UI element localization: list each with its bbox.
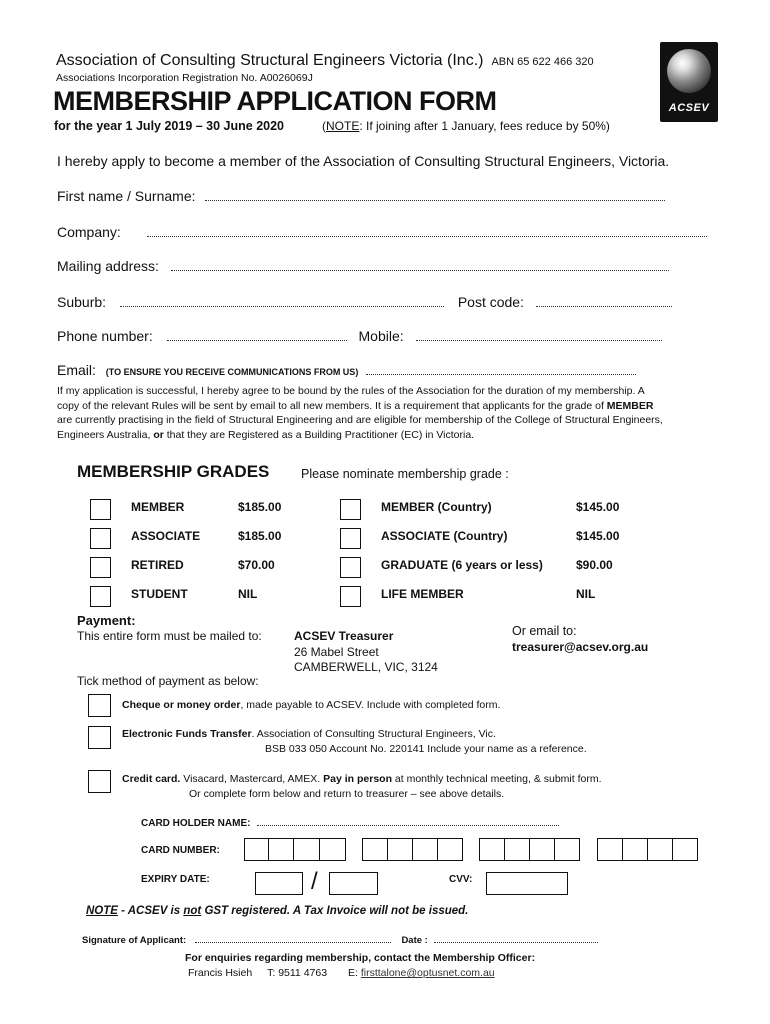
- grade-label-life-member: LIFE MEMBER: [381, 587, 464, 601]
- address-street: 26 Mabel Street: [294, 644, 379, 659]
- cc-text-1: Visacard, Mastercard, AMEX.: [180, 773, 324, 785]
- postcode-input-line[interactable]: [536, 294, 672, 307]
- address-name: ACSEV Treasurer: [294, 629, 394, 643]
- grade-checkbox-student[interactable]: [90, 586, 111, 607]
- grade-checkbox-member-country[interactable]: [340, 499, 361, 520]
- grade-price-member: $185.00: [238, 500, 282, 514]
- gst-note: [86, 905, 468, 917]
- cc-line-2: Or complete form below and return to treasurer – see above details.: [189, 788, 505, 800]
- eft-bank-details: BSB 033 050 Account No. 220141 Include your name as a reference.: [265, 743, 587, 755]
- payment-checkbox-eft[interactable]: [88, 726, 111, 749]
- fee-note-text: : If joining after 1 January, fees reduce by 50%): [359, 119, 610, 133]
- enquiries-text: For enquiries regarding membership, contact the Membership Officer:: [185, 952, 536, 964]
- grade-checkbox-member[interactable]: [90, 499, 111, 520]
- grade-price-associate: $185.00: [238, 529, 282, 543]
- globe-icon: [667, 49, 711, 93]
- payment-checkbox-credit-card[interactable]: [88, 770, 111, 793]
- email-note: (TO ENSURE YOU RECEIVE COMMUNICATIONS FROM US): [105, 367, 359, 377]
- phone-field[interactable]: [57, 328, 662, 344]
- payment-email-label: Or email to:: [512, 624, 577, 638]
- rules-member: MEMBER: [606, 399, 654, 412]
- grade-label-associate: ASSOCIATE: [131, 529, 201, 543]
- contact-email-link[interactable]: firsttalone@optusnet.com.au: [360, 967, 495, 979]
- suburb-field[interactable]: [57, 294, 672, 310]
- grade-label-retired: RETIRED: [131, 558, 184, 572]
- contact-name: Francis Hsieh: [188, 967, 253, 979]
- cvv-input[interactable]: [486, 872, 568, 895]
- card-digit-6[interactable]: [387, 838, 413, 861]
- rules-part-3: that they are Registered as a Building Practitioner (EC) in Victoria.: [163, 428, 475, 441]
- grade-price-graduate: $90.00: [576, 558, 613, 572]
- acsev-logo: [660, 42, 718, 122]
- phone-input-line[interactable]: [167, 328, 347, 341]
- postcode-label: Post code:: [457, 294, 524, 310]
- card-digit-11[interactable]: [529, 838, 555, 861]
- email-field[interactable]: [57, 362, 636, 378]
- card-holder-label: CARD HOLDER NAME:: [141, 818, 251, 829]
- email-input-line[interactable]: [366, 362, 636, 375]
- expiry-label: EXPIRY DATE:: [141, 874, 210, 885]
- payment-checkbox-cheque[interactable]: [88, 694, 111, 717]
- name-label: First name / Surname:: [57, 188, 196, 204]
- rules-part-2: are currently practising in the field of Structural Engineering and are eligible for membership of the College of Structural Engineers, Engineers Australia,: [57, 414, 663, 441]
- card-digit-13[interactable]: [597, 838, 623, 861]
- grade-checkbox-graduate[interactable]: [340, 557, 361, 578]
- card-digit-16[interactable]: [672, 838, 698, 861]
- grades-instruction: Please nominate membership grade :: [301, 467, 509, 481]
- payment-email: [512, 624, 648, 655]
- cheque-bold: Cheque or money order: [122, 699, 241, 711]
- membership-year: for the year 1 July 2019 – 30 June 2020: [54, 119, 284, 133]
- cheque-text: , made payable to ACSEV. Include with completed form.: [240, 699, 501, 711]
- contact-email-prefix: E:: [347, 967, 358, 979]
- card-digit-5[interactable]: [362, 838, 388, 861]
- name-input-line[interactable]: [205, 188, 665, 201]
- grade-checkbox-retired[interactable]: [90, 557, 111, 578]
- org-name: [56, 52, 594, 70]
- payment-option-credit-card: [122, 772, 602, 802]
- grade-label-graduate: GRADUATE (6 years or less): [381, 558, 543, 572]
- mobile-label: Mobile:: [358, 328, 404, 344]
- payment-title: Payment:: [77, 613, 136, 628]
- eft-text: . Association of Consulting Structural Engineers, Vic.: [251, 728, 496, 740]
- gst-note-not: not: [183, 905, 202, 917]
- card-digit-9[interactable]: [479, 838, 505, 861]
- payment-tick-instruction: Tick method of payment as below:: [77, 674, 259, 688]
- card-holder-input-line[interactable]: [257, 816, 559, 826]
- name-field[interactable]: [57, 188, 665, 204]
- grade-price-associate-country: $145.00: [576, 529, 620, 543]
- card-digit-10[interactable]: [504, 838, 530, 861]
- card-digit-12[interactable]: [554, 838, 580, 861]
- signature-row[interactable]: [82, 934, 598, 946]
- cc-bold-2: Pay in person: [323, 773, 392, 785]
- cc-bold: Credit card.: [122, 773, 181, 785]
- gst-note-part-2: GST registered. A Tax Invoice will not be issued.: [201, 905, 469, 917]
- expiry-separator: /: [311, 868, 318, 895]
- email-label: Email:: [57, 362, 96, 378]
- cvv-label: CVV:: [449, 874, 473, 885]
- card-digit-8[interactable]: [437, 838, 463, 861]
- grade-price-retired: $70.00: [238, 558, 275, 572]
- expiry-year-input[interactable]: [329, 872, 378, 895]
- date-label: Date :: [401, 935, 428, 946]
- payment-email-address: treasurer@acsev.org.au: [512, 639, 649, 654]
- expiry-month-input[interactable]: [255, 872, 303, 895]
- signature-label: Signature of Applicant:: [82, 935, 187, 946]
- grade-label-member-country: MEMBER (Country): [381, 500, 492, 514]
- grades-title: MEMBERSHIP GRADES: [77, 462, 270, 481]
- cc-text-2: at monthly technical meeting, & submit form.: [392, 773, 602, 785]
- card-digit-3[interactable]: [293, 838, 320, 861]
- grade-checkbox-associate-country[interactable]: [340, 528, 361, 549]
- rules-or: or: [153, 428, 164, 441]
- company-input-line[interactable]: [147, 224, 707, 237]
- grade-label-member: MEMBER: [131, 500, 185, 514]
- card-digit-15[interactable]: [647, 838, 673, 861]
- card-digit-7[interactable]: [412, 838, 438, 861]
- company-field[interactable]: [57, 224, 707, 240]
- logo-text: ACSEV: [668, 102, 710, 114]
- org-name-text: Association of Consulting Structural Engineers Victoria (Inc.): [56, 52, 484, 69]
- grade-label-associate-country: ASSOCIATE (Country): [381, 529, 508, 543]
- card-number-label: CARD NUMBER:: [141, 845, 220, 856]
- mobile-input-line[interactable]: [416, 328, 662, 341]
- grade-checkbox-associate[interactable]: [90, 528, 111, 549]
- grade-label-student: STUDENT: [131, 587, 188, 601]
- suburb-label: Suburb:: [57, 294, 107, 310]
- rules-part-1: If my application is successful, I hereby agree to be bound by the rules of the Association for the duration of my membership. A copy of the relevant Rules will be sent by email to all new members. It is a requirement that applicants for the grade of: [57, 385, 645, 412]
- gst-note-label: NOTE: [86, 905, 118, 917]
- eft-bold: Electronic Funds Transfer: [122, 728, 252, 740]
- card-holder-field[interactable]: [141, 816, 559, 829]
- grade-price-student: NIL: [238, 587, 258, 601]
- abn: ABN 65 622 466 320: [491, 56, 594, 68]
- page-title: MEMBERSHIP APPLICATION FORM: [53, 86, 497, 116]
- mailing-label: Mailing address:: [57, 258, 159, 274]
- signature-input-line[interactable]: [195, 934, 391, 943]
- fee-note-label: NOTE: [326, 119, 360, 133]
- contact-phone: T: 9511 4763: [267, 967, 328, 979]
- membership-rules: [57, 384, 667, 442]
- company-label: Company:: [57, 224, 121, 240]
- payment-mail-text: This entire form must be mailed to:: [77, 629, 262, 643]
- fee-note: [322, 119, 610, 133]
- grade-checkbox-life-member[interactable]: [340, 586, 361, 607]
- grade-price-member-country: $145.00: [576, 500, 620, 514]
- date-input-line[interactable]: [434, 934, 598, 943]
- card-digit-2[interactable]: [268, 838, 294, 861]
- mailing-address-field[interactable]: [57, 258, 669, 274]
- suburb-input-line[interactable]: [120, 294, 444, 307]
- mailing-input-line[interactable]: [171, 258, 669, 271]
- card-digit-1[interactable]: [244, 838, 269, 861]
- address-city: CAMBERWELL, VIC, 3124: [294, 660, 438, 674]
- gst-note-part-1: - ACSEV is: [117, 905, 184, 917]
- intro-text: I hereby apply to become a member of the Association of Consulting Structural Engineers, Victoria.: [57, 153, 670, 169]
- payment-option-cheque: [122, 698, 500, 713]
- card-digit-14[interactable]: [622, 838, 648, 861]
- fee-note-open: (: [322, 119, 326, 133]
- phone-label: Phone number:: [57, 328, 153, 344]
- payment-option-eft: [122, 727, 587, 757]
- registration-number: Associations Incorporation Registration No. A0026069J: [56, 72, 313, 84]
- treasurer-address: [294, 629, 438, 676]
- grade-price-life-member: NIL: [576, 587, 596, 601]
- card-digit-4[interactable]: [319, 838, 346, 861]
- membership-officer-contact: [188, 967, 495, 979]
